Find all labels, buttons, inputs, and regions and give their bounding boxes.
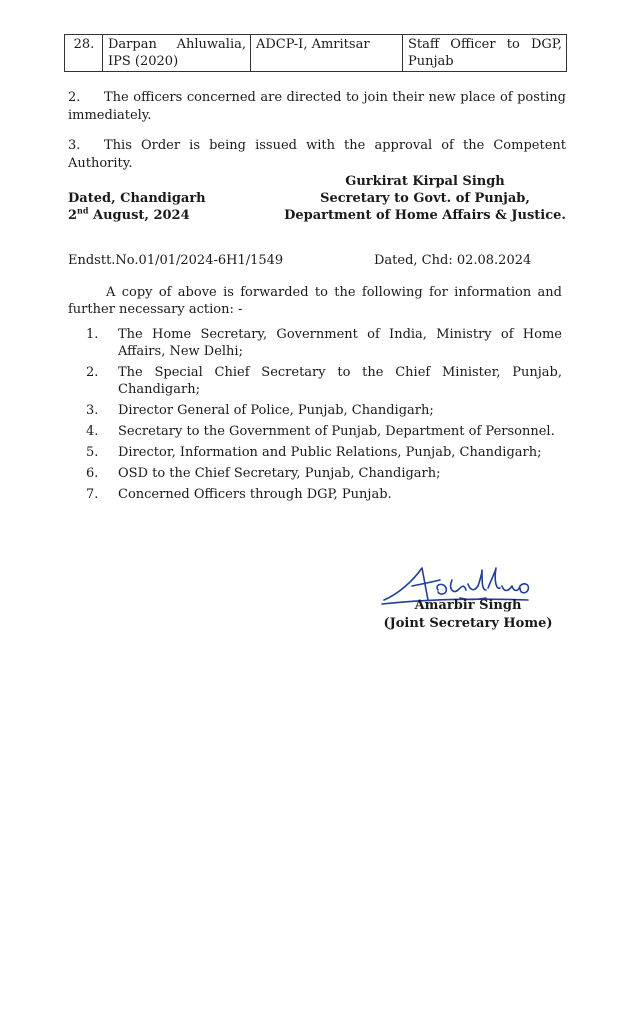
signatory-designation: Secretary to Govt. of Punjab,: [320, 191, 530, 206]
paragraph-approval: [68, 137, 566, 173]
endorsement-date: Dated, Chd: 02.08.2024: [374, 253, 532, 268]
list-item: 3. Director General of Police, Punjab, Chandigarh;: [86, 403, 434, 418]
paragraph-join-posting: [68, 89, 566, 125]
paragraph-number: 2.: [68, 90, 81, 105]
list-item: 4. Secretary to the Government of Punjab, Department of Personnel.: [86, 424, 555, 439]
dated-place: Dated, Chandigarh: [68, 191, 206, 206]
table-row: [65, 35, 567, 72]
signatory-block: [280, 173, 570, 224]
dated-block: [68, 190, 206, 224]
list-item: 1. The Home Secretary, Government of India, Ministry of Home Affairs, New Delhi;: [86, 327, 562, 359]
paragraph-number: 3.: [68, 138, 81, 153]
officer-name: Darpan Ahluwalia,: [108, 37, 246, 52]
list-item: 5. Director, Information and Public Relations, Punjab, Chandigarh;: [86, 445, 542, 460]
signatory-name: Gurkirat Kirpal Singh: [345, 174, 505, 189]
second-signatory-block: [378, 597, 558, 632]
posted-from-cell: ADCP-I, Amritsar: [251, 35, 403, 72]
paragraph-text: The officers concerned are directed to join their new place of posting immediately.: [68, 90, 566, 123]
officer-name-cell: [103, 35, 251, 72]
date-month-year: August, 2024: [93, 208, 190, 223]
serial-number-cell: 28.: [65, 35, 103, 72]
list-item: 7. Concerned Officers through DGP, Punjab.: [86, 487, 392, 502]
posted-to-cell: Staff Officer to DGP, Punjab: [403, 35, 567, 72]
list-item: 6. OSD to the Chief Secretary, Punjab, Chandigarh;: [86, 466, 441, 481]
posting-table: [64, 34, 567, 72]
officer-batch: IPS (2020): [108, 54, 179, 69]
signatory-department: Department of Home Affairs & Justice.: [284, 208, 566, 223]
date-day: 2: [68, 208, 78, 223]
paragraph-text: This Order is being issued with the approval of the Competent Authority.: [68, 138, 566, 171]
date-suffix: nd: [77, 205, 89, 216]
second-signatory-name: Amarbir Singh: [414, 598, 522, 613]
second-signatory-designation: (Joint Secretary Home): [383, 616, 553, 631]
list-item: 2. The Special Chief Secretary to the Chief Minister, Punjab, Chandigarh;: [86, 365, 562, 397]
forwarding-intro: A copy of above is forwarded to the following for information and further necessary action: -: [68, 285, 562, 317]
endorsement-number: Endstt.No.01/01/2024-6H1/1549: [68, 253, 284, 268]
recipient-list: [86, 326, 562, 507]
dated-date: [68, 207, 206, 224]
